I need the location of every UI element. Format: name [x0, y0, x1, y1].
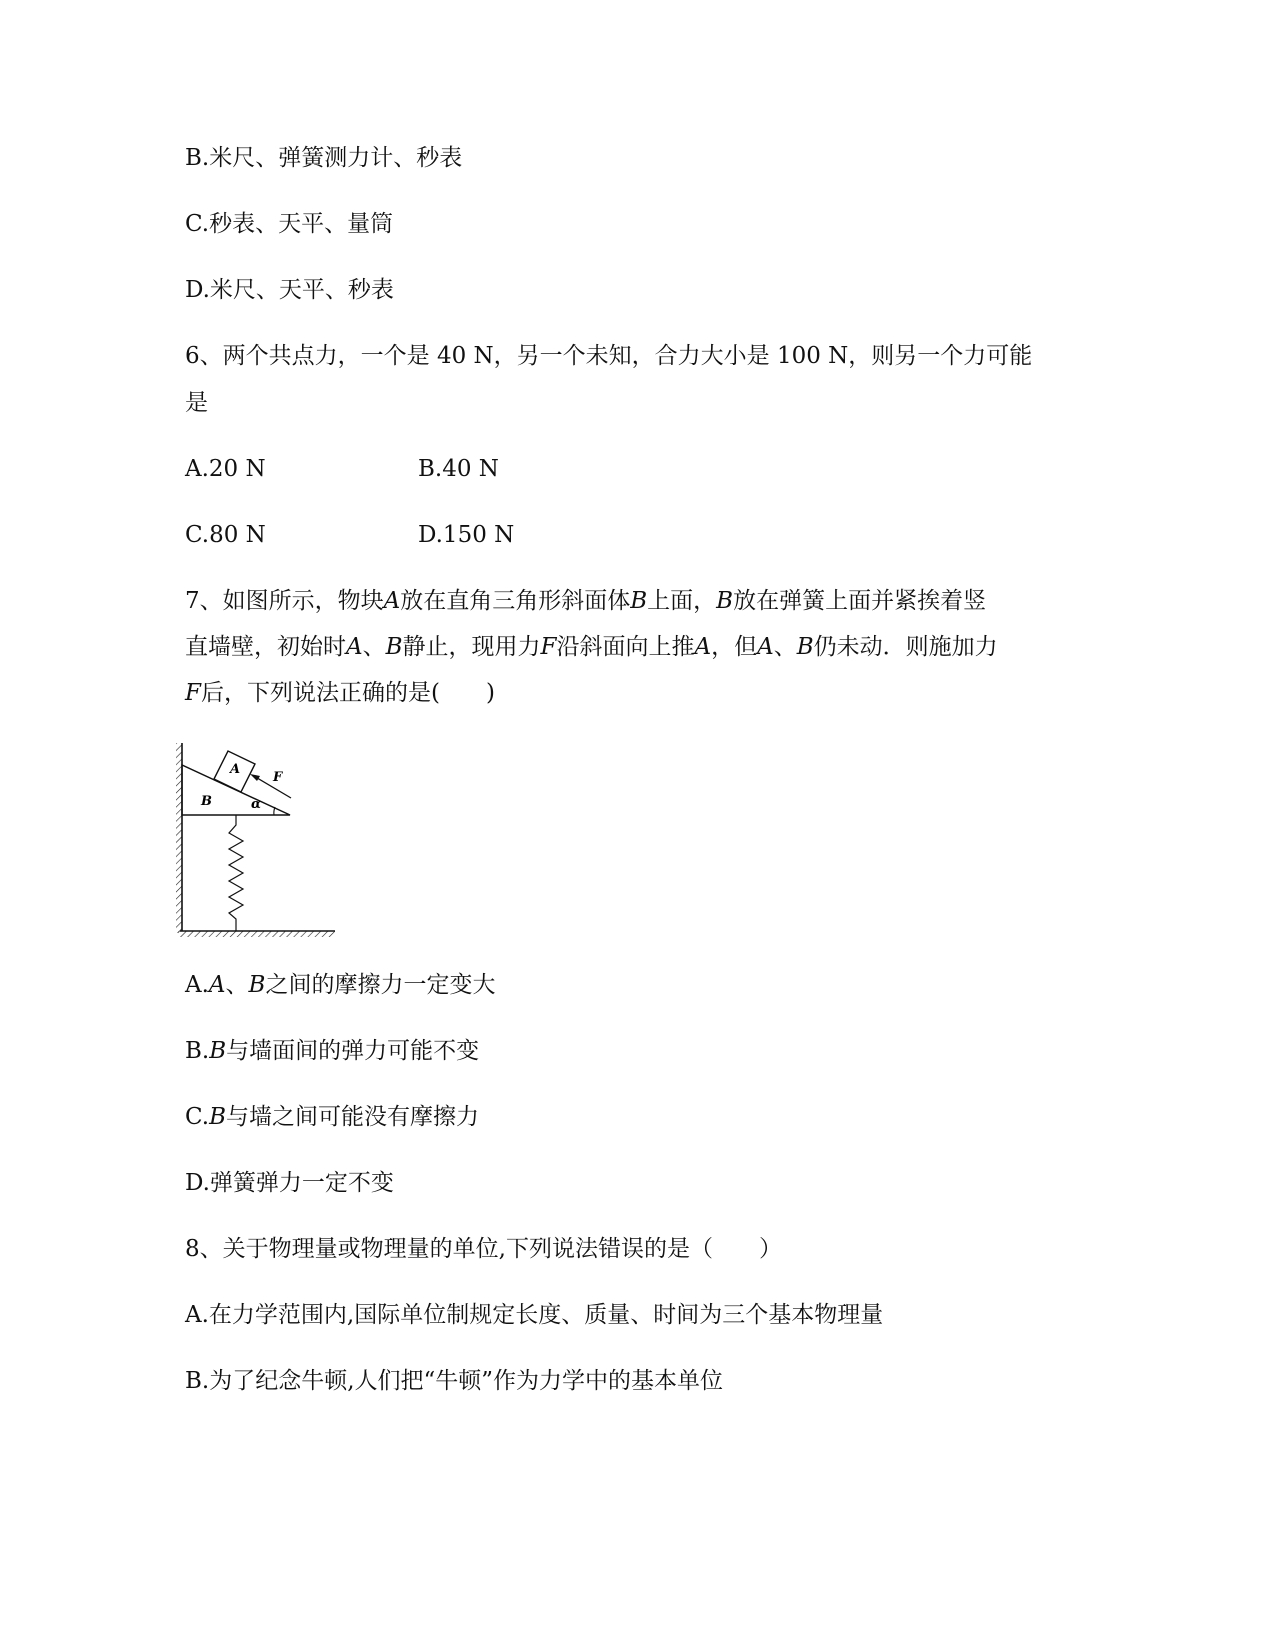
- figure-label-alpha: α: [251, 797, 262, 812]
- q6-option-a: A.20 N: [185, 456, 266, 482]
- q6-option-c: C.80 N: [185, 522, 266, 548]
- figure-label-b: B: [201, 794, 212, 809]
- q7-stem-line2: 直墙壁，初始时A、B静止，现用力F沿斜面向上推A，但A、B仍未动．则施加力: [185, 634, 998, 660]
- force-f-arrowhead: [250, 774, 260, 781]
- q5-option-c: C.秒表、天平、量筒: [185, 211, 394, 237]
- q8-option-b: B.为了纪念牛顿,人们把“牛顿”作为力学中的基本单位: [185, 1368, 724, 1394]
- q7-stem-line3: F后，下列说法正确的是( ): [185, 680, 495, 706]
- wall-hatching: [176, 743, 182, 933]
- q6-stem-line2: 是: [185, 390, 208, 416]
- q7-option-d: D.弹簧弹力一定不变: [185, 1170, 394, 1196]
- ground-hatching: [178, 931, 335, 937]
- figure-label-a: A: [230, 762, 241, 777]
- q7-stem-line1: 7、如图所示，物块A放在直角三角形斜面体B上面，B放在弹簧上面并紧挨着竖: [185, 588, 987, 614]
- figure-label-f: F: [273, 770, 283, 785]
- q7-figure: [170, 735, 345, 940]
- q5-option-d: D.米尺、天平、秒表: [185, 277, 394, 303]
- q6-option-b: B.40 N: [418, 456, 499, 482]
- angle-arc: [274, 807, 275, 815]
- q7-option-b: B.B与墙面间的弹力可能不变: [185, 1038, 480, 1064]
- q7-option-a: A.A、B之间的摩擦力一定变大: [185, 972, 496, 998]
- q5-option-b: B.米尺、弹簧测力计、秒表: [185, 145, 463, 171]
- q8-option-a: A.在力学范围内,国际单位制规定长度、质量、时间为三个基本物理量: [185, 1302, 884, 1328]
- q8-stem: 8、关于物理量或物理量的单位,下列说法错误的是（ ）: [185, 1236, 782, 1262]
- q6-stem-line1: 6、两个共点力，一个是 40 N，另一个未知，合力大小是 100 N，则另一个力可能: [185, 343, 1033, 369]
- spring: [229, 815, 243, 931]
- q6-option-d: D.150 N: [418, 522, 515, 548]
- q7-option-c: C.B与墙之间可能没有摩擦力: [185, 1104, 479, 1130]
